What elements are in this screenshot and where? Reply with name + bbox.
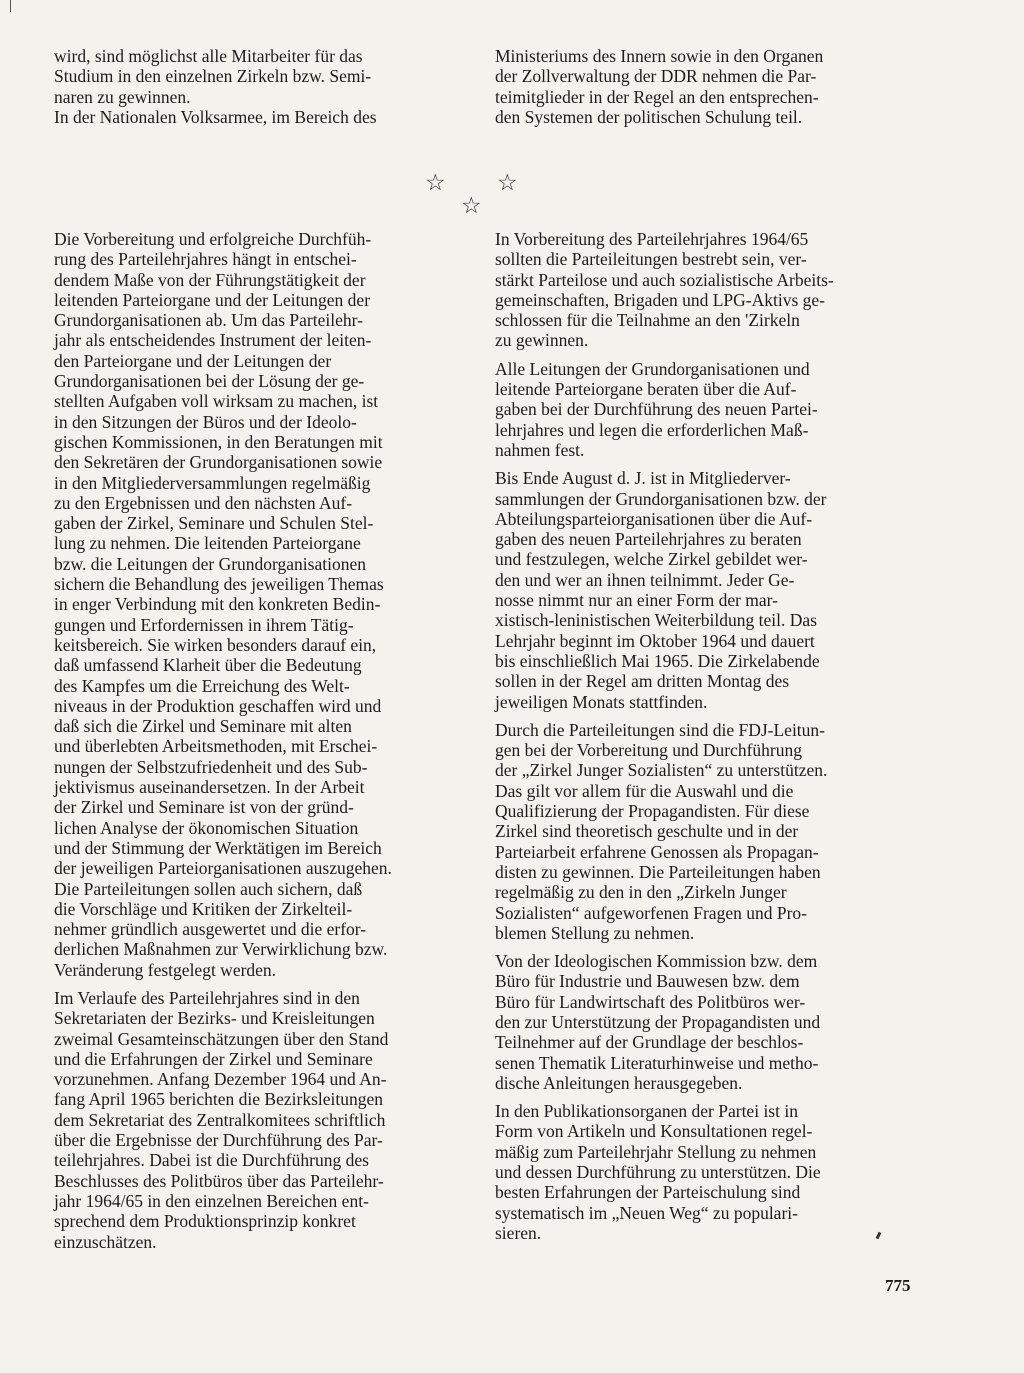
text-line: besten Erfahrungen der Parteischulung sind xyxy=(495,1182,801,1203)
text-line: Alle Leitungen der Grundorganisationen und xyxy=(495,358,810,379)
paragraph xyxy=(495,1101,913,1243)
top-left-text xyxy=(54,46,466,127)
text-line: des Kampfes um die Erreichung des Welt- xyxy=(54,675,350,696)
text-line: gischen Kommissionen, in den Beratungen mit xyxy=(54,431,383,452)
text-line: und dessen Durchführung zu unterstützen. Die xyxy=(495,1162,821,1183)
top-right-text xyxy=(495,46,913,127)
text-line: Teilnehmer auf der Grundlage der beschlos- xyxy=(495,1032,804,1053)
text-line: Von der Ideologischen Kommission bzw. dem xyxy=(495,951,818,972)
text-line: stärkt Parteilose und auch sozialistische Arbeits- xyxy=(495,269,834,290)
paragraph xyxy=(495,468,913,712)
text-line: naren zu gewinnen. xyxy=(54,86,191,107)
text-line: In den Publikationsorganen der Partei ist in xyxy=(495,1101,798,1122)
star-icon: ☆ xyxy=(461,193,482,219)
text-line: Büro für Industrie und Bauwesen bzw. dem xyxy=(495,971,800,992)
text-line: sollen in der Regel am dritten Montag des xyxy=(495,671,790,692)
text-line: teilehrjahres. Dabei ist die Durchführung des xyxy=(54,1150,369,1171)
paragraph xyxy=(495,359,913,460)
left-column xyxy=(54,229,466,1252)
text-line: disten zu gewinnen. Die Parteileitungen haben xyxy=(495,861,821,882)
page-number: 775 xyxy=(885,1276,911,1295)
text-line: leitende Parteiorgane beraten über die Auf- xyxy=(495,379,797,400)
text-line: Veränderung festgelegt werden. xyxy=(54,959,277,980)
text-line: sichern die Behandlung des jeweiligen Themas xyxy=(54,574,384,595)
paragraph xyxy=(54,988,466,1252)
text-line: nehmer gründlich ausgewertet und die erfor- xyxy=(54,919,367,940)
text-line: Grundorganisationen bei der Lösung der ge- xyxy=(54,371,365,392)
text-line: nahmen fest. xyxy=(495,439,585,460)
text-line: Abteilungsparteiorganisationen über die Auf- xyxy=(495,508,813,529)
text-line: bzw. die Leitungen der Grundorganisationen xyxy=(54,553,366,574)
text-line: und die Erfahrungen der Zirkel und Seminare xyxy=(54,1048,373,1069)
text-line: Parteiarbeit erfahrene Genossen als Propagan- xyxy=(495,841,819,862)
text-line: jektivismus auseinandersetzen. In der Arbeit xyxy=(54,777,365,798)
text-line: sprechend dem Produktionsprinzip konkret xyxy=(54,1211,356,1232)
text-line: lichen Analyse der ökonomischen Situation xyxy=(54,817,359,838)
text-line: gungen und Erfordernissen in ihrem Tätig- xyxy=(54,614,354,635)
text-line: der „Zirkel Junger Sozialisten“ zu unterstützen. xyxy=(495,760,828,781)
text-line: Grundorganisationen ab. Um das Parteilehr- xyxy=(54,310,363,331)
text-line: dische Anleitungen herausgegeben. xyxy=(495,1072,743,1093)
star-icon: ☆ xyxy=(497,170,518,196)
text-line: zu gewinnen. xyxy=(495,330,589,351)
text-line: nungen der Selbstzufriedenheit und des Sub- xyxy=(54,756,368,777)
text-line: keitsbereich. Sie wirken besonders darauf ein, xyxy=(54,634,377,655)
text-line: regelmäßig zu den in den „Zirkeln Junger xyxy=(495,882,787,903)
text-line: daß umfassend Klarheit über die Bedeutung xyxy=(54,655,362,676)
text-line: sammlungen der Grundorganisationen bzw. der xyxy=(495,488,827,509)
text-line: einzuschätzen. xyxy=(54,1231,157,1252)
right-column xyxy=(495,229,913,1243)
text-line: der jeweiligen Parteiorganisationen auszugehen. xyxy=(54,858,392,879)
text-line: systematisch im „Neuen Weg“ zu populari- xyxy=(495,1202,798,1223)
star-icon: ☆ xyxy=(425,170,446,196)
text-line: nosse nimmt nur an einer Form der mar- xyxy=(495,590,778,611)
text-line: Lehrjahr beginnt im Oktober 1964 und dauert xyxy=(495,630,815,651)
text-line: Zirkel sind theoretisch geschulte und in der xyxy=(495,821,799,842)
text-line: mäßig zum Parteilehrjahr Stellung zu nehmen xyxy=(495,1141,817,1162)
text-line: zu den Ergebnissen und den nächsten Auf- xyxy=(54,492,353,513)
text-line: Form von Artikeln und Konsultationen regel- xyxy=(495,1121,813,1142)
text-line: Büro für Landwirtschaft des Politbüros wer- xyxy=(495,991,806,1012)
text-line: bis einschließlich Mai 1965. Die Zirkelabende xyxy=(495,650,820,671)
text-line: in den Mitgliederversammlungen regelmäßig xyxy=(54,472,371,493)
text-line: zweimal Gesamteinschätzungen über den Stand xyxy=(54,1028,389,1049)
text-line: dendem Maße von der Führungstätigkeit der xyxy=(54,269,366,290)
text-line: gaben der Zirkel, Seminare und Schulen Stel- xyxy=(54,513,374,534)
text-line: und überlebten Arbeitsmethoden, mit Erschei- xyxy=(54,736,378,757)
text-line: xistisch-leninistischen Weiterbildung teil. Das xyxy=(495,610,817,631)
text-line: jahr 1964/65 in den einzelnen Bereichen ent- xyxy=(54,1190,369,1211)
text-line: lung zu nehmen. Die leitenden Parteiorgane xyxy=(54,533,361,554)
text-line: in enger Verbindung mit den konkreten Bedin- xyxy=(54,594,381,615)
text-line: blemen Stellung zu nehmen. xyxy=(495,922,695,943)
text-line: schlossen für die Teilnahme an den 'Zirkeln xyxy=(495,310,800,331)
text-line: Beschlusses des Politbüros über das Parteilehr- xyxy=(54,1170,384,1191)
paragraph xyxy=(495,720,913,943)
text-line: gaben bei der Durchführung des neuen Partei- xyxy=(495,399,818,420)
text-line: Das gilt vor allem für die Auswahl und die xyxy=(495,780,794,801)
text-line: der Zollverwaltung der DDR nehmen die Par- xyxy=(495,66,817,87)
text-line: den Sekretären der Grundorganisationen sowie xyxy=(54,452,383,473)
text-line: fang April 1965 berichten die Bezirksleitungen xyxy=(54,1089,384,1110)
text-line: teimitglieder in der Regel an den entsprechen- xyxy=(495,86,819,107)
paragraph xyxy=(54,229,466,980)
text-line: stellten Aufgaben voll wirksam zu machen, ist xyxy=(54,391,379,412)
text-line: senen Thematik Literaturhinweise und metho- xyxy=(495,1052,819,1073)
text-line: die Vorschläge und Kritiken der Zirkelteil- xyxy=(54,898,353,919)
text-line: wird, sind möglichst alle Mitarbeiter für das xyxy=(54,46,363,66)
text-line: gaben des neuen Parteilehrjahres zu beraten xyxy=(495,529,802,550)
text-line: in den Sitzungen der Büros und der Ideolo- xyxy=(54,411,357,432)
text-line: gen bei der Vorbereitung und Durchführung xyxy=(495,740,802,761)
text-line: niveaus in der Produktion geschaffen wird und xyxy=(54,695,382,716)
text-line: Durch die Parteileitungen sind die FDJ-Leitun- xyxy=(495,719,825,740)
text-line: Ministeriums des Innern sowie in den Organen xyxy=(495,46,824,66)
text-line: den Parteiorgane und der Leitungen der xyxy=(54,350,332,371)
text-line: gemeinschaften, Brigaden und LPG-Aktivs ge- xyxy=(495,289,825,310)
text-line: daß sich die Zirkel und Seminare mit alten xyxy=(54,716,352,737)
text-line: über die Ergebnisse der Durchführung des Par- xyxy=(54,1130,383,1151)
text-line: jahr als entscheidendes Instrument der leiten- xyxy=(54,330,372,351)
text-line: lehrjahres und legen die erforderlichen Maß- xyxy=(495,419,809,440)
text-line: Studium in den einzelnen Zirkeln bzw. Semi- xyxy=(54,66,372,87)
text-line: rung des Parteilehrjahres hängt in entschei- xyxy=(54,249,357,270)
scan-margin-mark xyxy=(10,0,11,12)
text-line: leitenden Parteiorgane und der Leitungen der xyxy=(54,289,371,310)
text-line: den Systemen der politischen Schulung teil. xyxy=(495,106,803,127)
text-line: In Vorbereitung des Parteilehrjahres 1964/65 xyxy=(495,229,809,249)
text-line: jeweiligen Monats stattfinden. xyxy=(495,691,708,712)
text-line: und festzulegen, welche Zirkel gebildet wer- xyxy=(495,549,808,570)
text-line: Qualifizierung der Propagandisten. Für diese xyxy=(495,801,810,822)
paragraph xyxy=(495,951,913,1093)
text-line: vorzunehmen. Anfang Dezember 1964 und An- xyxy=(54,1069,387,1090)
text-line: der Zirkel und Seminare ist von der gründ- xyxy=(54,797,354,818)
text-line: Die Parteileitungen sollen auch sichern, daß xyxy=(54,878,363,899)
text-line: Im Verlaufe des Parteilehrjahres sind in den xyxy=(54,987,360,1008)
text-line: Bis Ende August d. J. ist in Mitgliederver- xyxy=(495,468,791,489)
text-line: In der Nationalen Volksarmee, im Bereich des xyxy=(54,106,377,127)
text-line: sieren. xyxy=(495,1222,542,1243)
text-line: den und wer an ihnen teilnimmt. Jeder Ge- xyxy=(495,569,795,590)
text-line: Sozialisten“ aufgeworfenen Fragen und Pro- xyxy=(495,902,807,923)
text-line: dem Sekretariat des Zentralkomitees schriftlich xyxy=(54,1109,386,1130)
text-line: sollten die Parteileitungen bestrebt sein, ver- xyxy=(495,249,807,270)
text-line: Sekretariaten der Bezirks- und Kreisleitungen xyxy=(54,1008,375,1029)
text-line: und der Stimmung der Werktätigen im Bereich xyxy=(54,837,382,858)
text-line: Die Vorbereitung und erfolgreiche Durchfüh- xyxy=(54,229,372,249)
paragraph xyxy=(495,229,913,351)
text-line: derlichen Maßnahmen zur Verwirklichung bzw. xyxy=(54,939,388,960)
text-line: den zur Unterstützung der Propagandisten und xyxy=(495,1011,821,1032)
